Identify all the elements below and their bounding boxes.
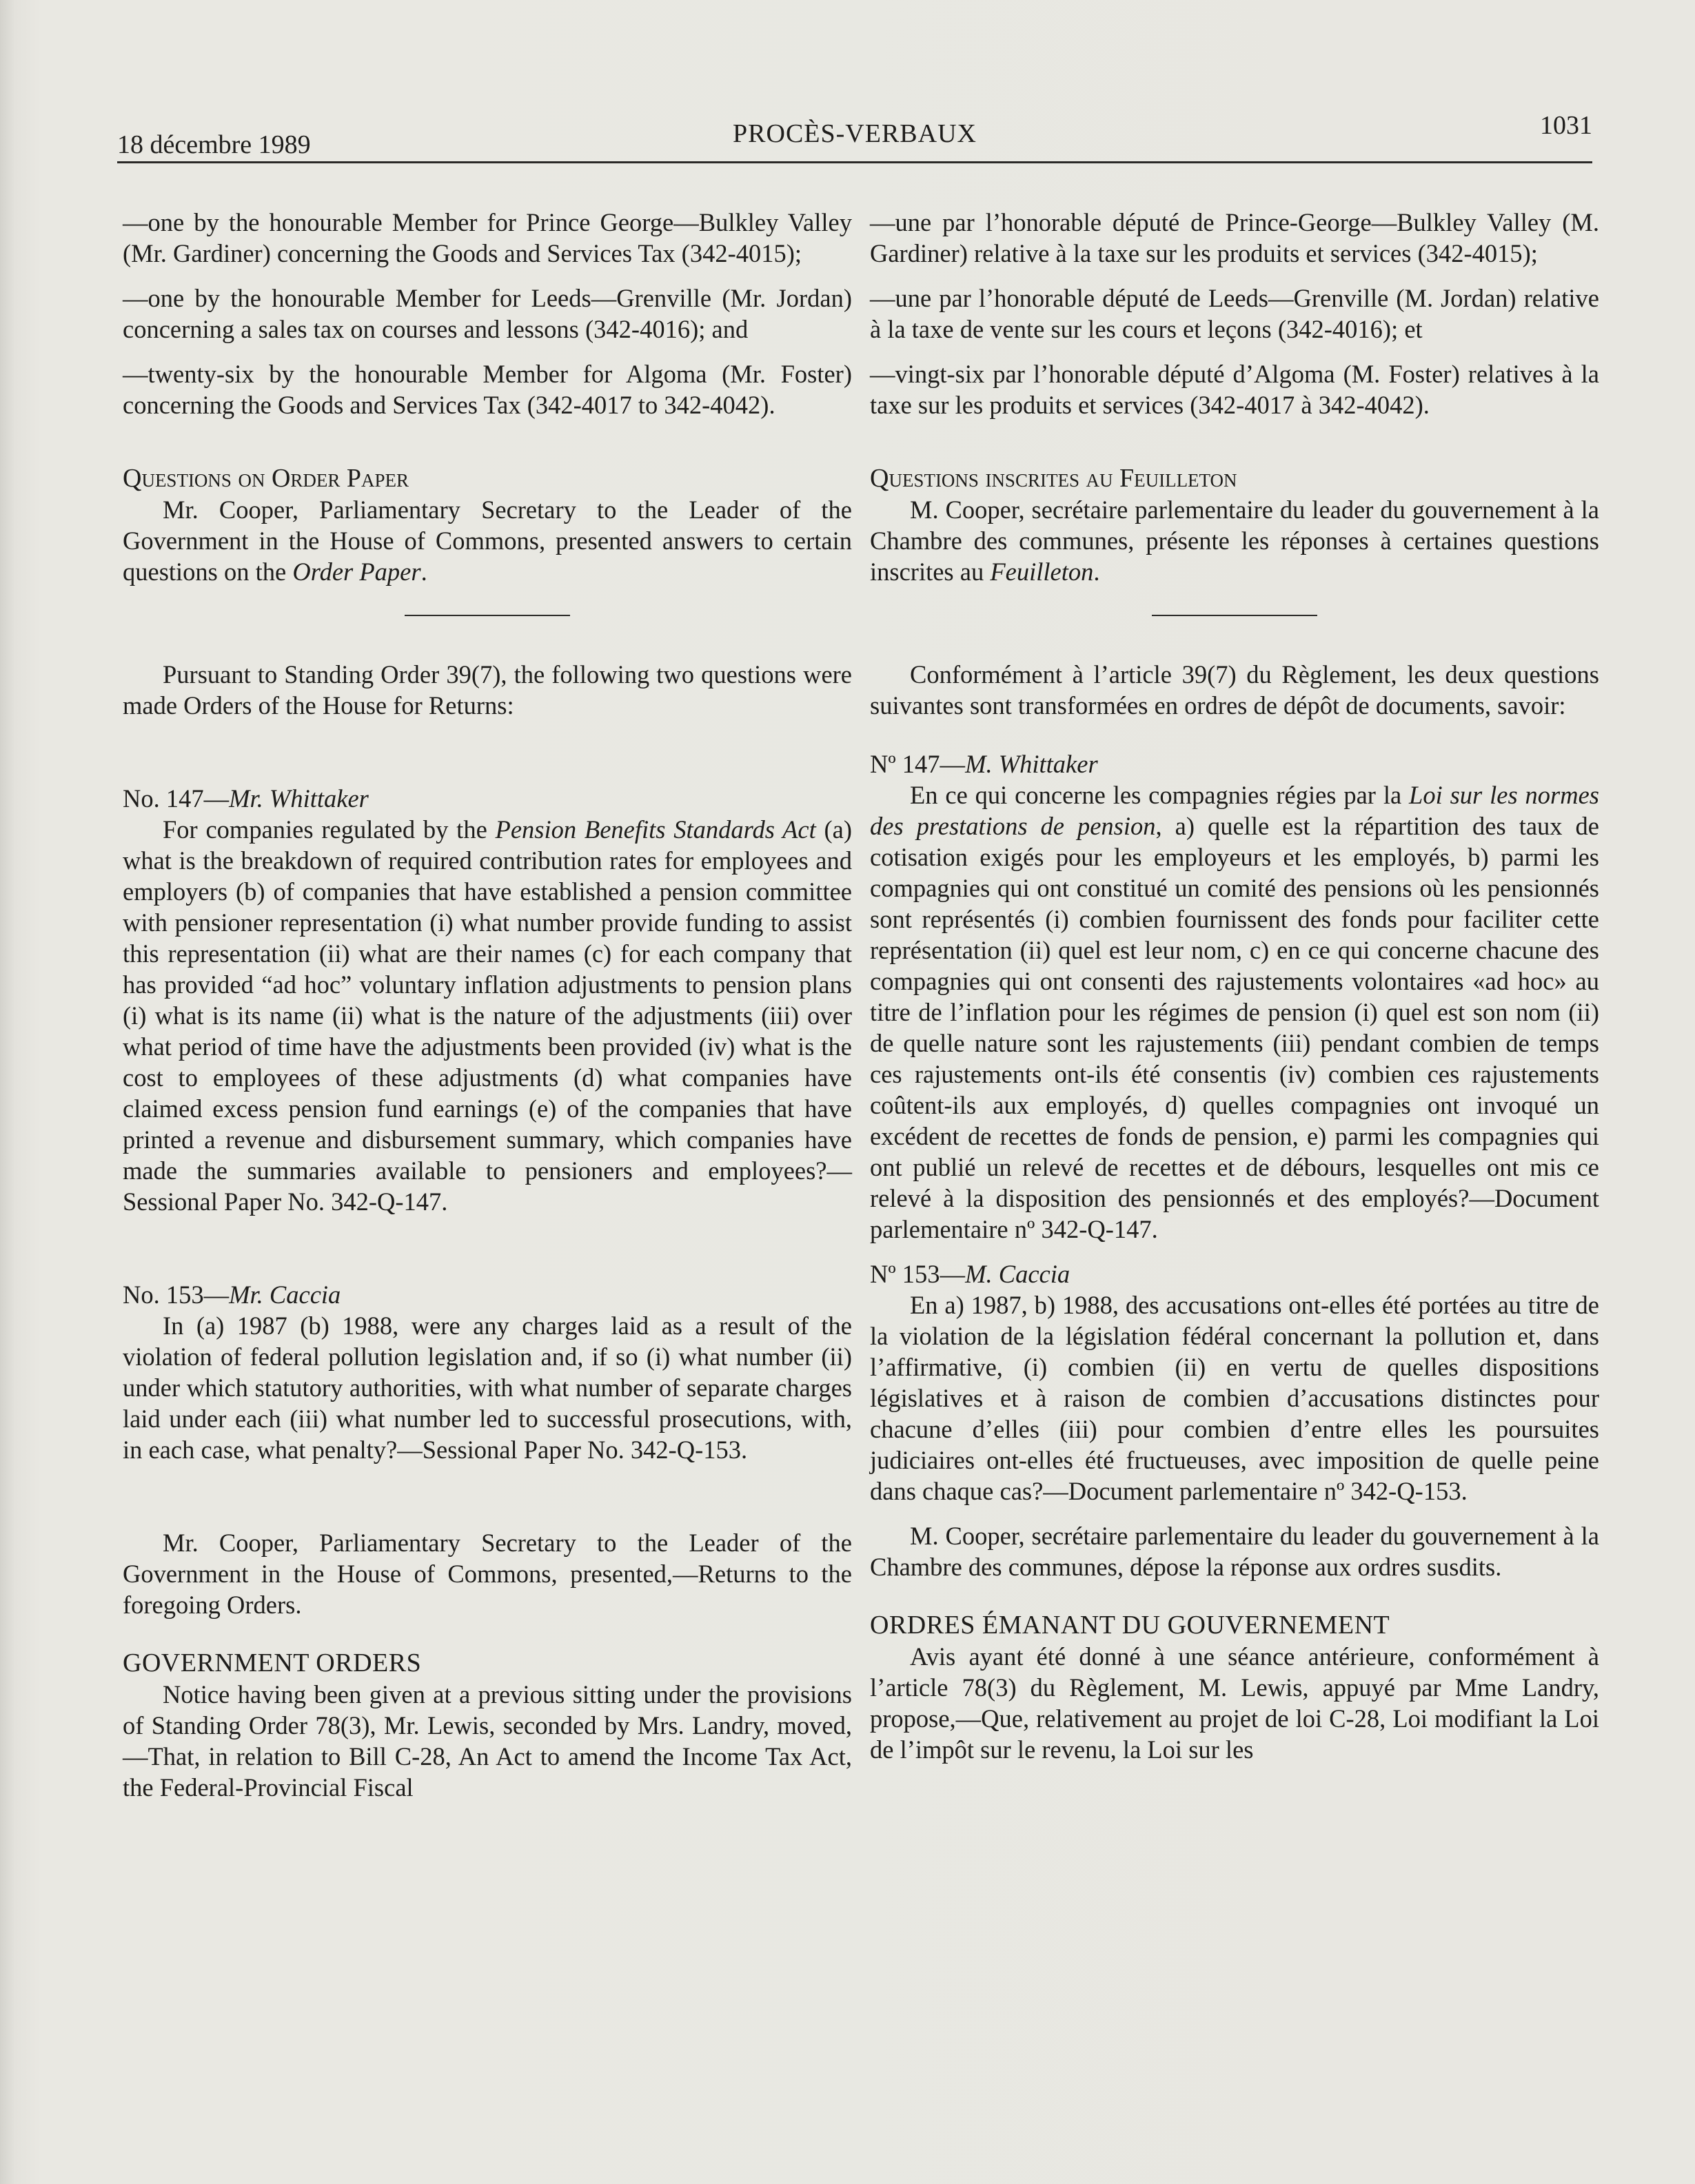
- section-heading: Questions inscrites au Feuilleton: [870, 464, 1237, 493]
- section-heading: ORDRES ÉMANANT DU GOUVERNEMENT: [870, 1611, 1390, 1640]
- paragraph: Pursuant to Standing Order 39(7), the following two questions were made Orders of the House for Returns:: [123, 660, 852, 720]
- paragraph: Conformément à l’article 39(7) du Règlement, les deux questions suivantes sont transformées en ordres de dépôt de documents, savoir:: [870, 660, 1599, 720]
- french-column: [870, 207, 1599, 1765]
- header-title: PROCÈS-VERBAUX: [733, 119, 977, 148]
- question-text: En a) 1987, b) 1988, des accusations ont-elles été portées au titre de la violation de la législation fédéral concernant la pollution et, dans l’affirmative, (i) combien (ii) en vertu de quelles dispositions législatives et à raison de combien d’accusations distinctes pour chacune d’elles (iii) pour combien d’entre elles les poursuites judiciaires ont-elles été fructueuses, avec imposition de quelle peine dans chaque cas?—Document parlementaire nº 342-Q-153.: [870, 1291, 1599, 1505]
- petition-item: —une par l’honorable député de Prince-George—Bulkley Valley (M. Gardiner) relative à la taxe sur les produits et services (342-4015);: [870, 208, 1599, 267]
- paragraph: M. Cooper, secrétaire parlementaire du leader du gouvernement à la Chambre des communes, présente les réponses à certaines questions inscrites au Feuilleton.: [870, 496, 1599, 586]
- question-text: In (a) 1987 (b) 1988, were any charges laid as a result of the violation of federal pollution legislation and, if so (i) what number (ii) under which statutory authorities, with what number of separate charges laid under each (iii) what number led to successful prosecutions, with, in each case, what penalty?—Sessional Paper No. 342-Q-153.: [123, 1312, 852, 1464]
- question-text: For companies regulated by the Pension Benefits Standards Act (a) what is the breakdown of required contribution rates for employees and employers (b) of companies that have established a pension committee with pensioner representation (i) what number provide funding to assist this representation (ii) what are their names (c) for each company that has provided “ad hoc” voluntary inflation adjustments to pension plans (i) what is its name (ii) what is the nature of the adjustments (iii) over what period of time have the adjustments been provided (iv) what is the cost to employees of these adjustments (d) what companies have claimed excess pension fund earnings (e) of the companies that have printed a revenue and disbursement summary, which companies have made the summaries available to pensioners and employees?—Sessional Paper No. 342-Q-147.: [123, 815, 853, 1216]
- question-number: No. 147—Mr. Whittaker: [123, 784, 369, 813]
- paragraph: M. Cooper, secrétaire parlementaire du leader du gouvernement à la Chambre des communes, dépose la réponse aux ordres susdits.: [870, 1522, 1599, 1581]
- section-heading: GOVERNMENT ORDERS: [123, 1649, 422, 1677]
- question-number: Nº 147—M. Whittaker: [870, 750, 1098, 778]
- question-number: No. 153—Mr. Caccia: [123, 1280, 341, 1309]
- page-number: 1031: [1540, 111, 1592, 140]
- petition-item: —vingt-six par l’honorable député d’Algoma (M. Foster) relatives à la taxe sur les produits et services (342-4017 à 342-4042).: [870, 360, 1599, 419]
- paragraph: Avis ayant été donné à une séance antérieure, conformément à l’article 78(3) du Règlement, M. Lewis, appuyé par Mme Landry, propose,—Que, relativement au projet de loi C-28, Loi modifiant la Loi de l’impôt sur le revenu, la Loi sur les: [870, 1642, 1599, 1764]
- english-column: [123, 207, 852, 1803]
- paragraph: Notice having been given at a previous sitting under the provisions of Standing Order 78(3), Mr. Lewis, seconded by Mrs. Landry, moved,—That, in relation to Bill C-28, An Act to amend the Income Tax Act, the Federal-Provincial Fiscal: [123, 1680, 852, 1802]
- question-text: En ce qui concerne les compagnies régies par la Loi sur les normes des prestations de pension, a) quelle est la répartition des taux de cotisation exigés pour les employeurs et les employés, b) parmi les compagnies qui ont constitué un comité des pensions où les pensionnés sont représentés (i) combien fournissent des fonds pour faciliter cette représentation (ii) quel est leur nom, c) en ce qui concerne chacune des compagnies qui ont consenti des rajustements volontaires «ad hoc» au titre de l’inflation pour les régimes de pension (i) quel est son nom (ii) de quelle nature sont les rajustements (iii) pendant combien de temps ces rajustements ont-ils été consentis (iv) combien ces rajustements coûtent-ils aux employés, d) quelles compagnies ont invoqué un excédent de recettes de fonds de pension, e) parmi les compagnies qui ont publié un relevé de recettes et de débours, lesquelles ont mis ce relevé à la disposition des pensionnés et des employés?—Document parlementaire nº 342-Q-147.: [870, 781, 1599, 1243]
- paragraph: Mr. Cooper, Parliamentary Secretary to the Leader of the Government in the House of Commons, presented,—Returns to the foregoing Orders.: [123, 1529, 852, 1619]
- petition-item: —une par l’honorable député de Leeds—Grenville (M. Jordan) relative à la taxe de vente sur les cours et leçons (342-4016); et: [870, 284, 1599, 343]
- petition-item: —one by the honourable Member for Prince George—Bulkley Valley (Mr. Gardiner) concerning the Goods and Services Tax (342-4015);: [123, 208, 852, 267]
- page-header: [117, 110, 1592, 165]
- header-date: 18 décembre 1989: [117, 130, 311, 159]
- petition-item: —twenty-six by the honourable Member for Algoma (Mr. Foster) concerning the Goods and Services Tax (342-4017 to 342-4042).: [123, 360, 852, 419]
- question-number: Nº 153—M. Caccia: [870, 1260, 1070, 1288]
- petition-item: —one by the honourable Member for Leeds—Grenville (Mr. Jordan) concerning a sales tax on courses and lessons (342-4016); and: [123, 284, 852, 343]
- paragraph: Mr. Cooper, Parliamentary Secretary to the Leader of the Government in the House of Commons, presented answers to certain questions on the Order Paper.: [123, 496, 852, 586]
- section-heading: Questions on Order Paper: [123, 464, 409, 493]
- header-rule: [117, 161, 1592, 163]
